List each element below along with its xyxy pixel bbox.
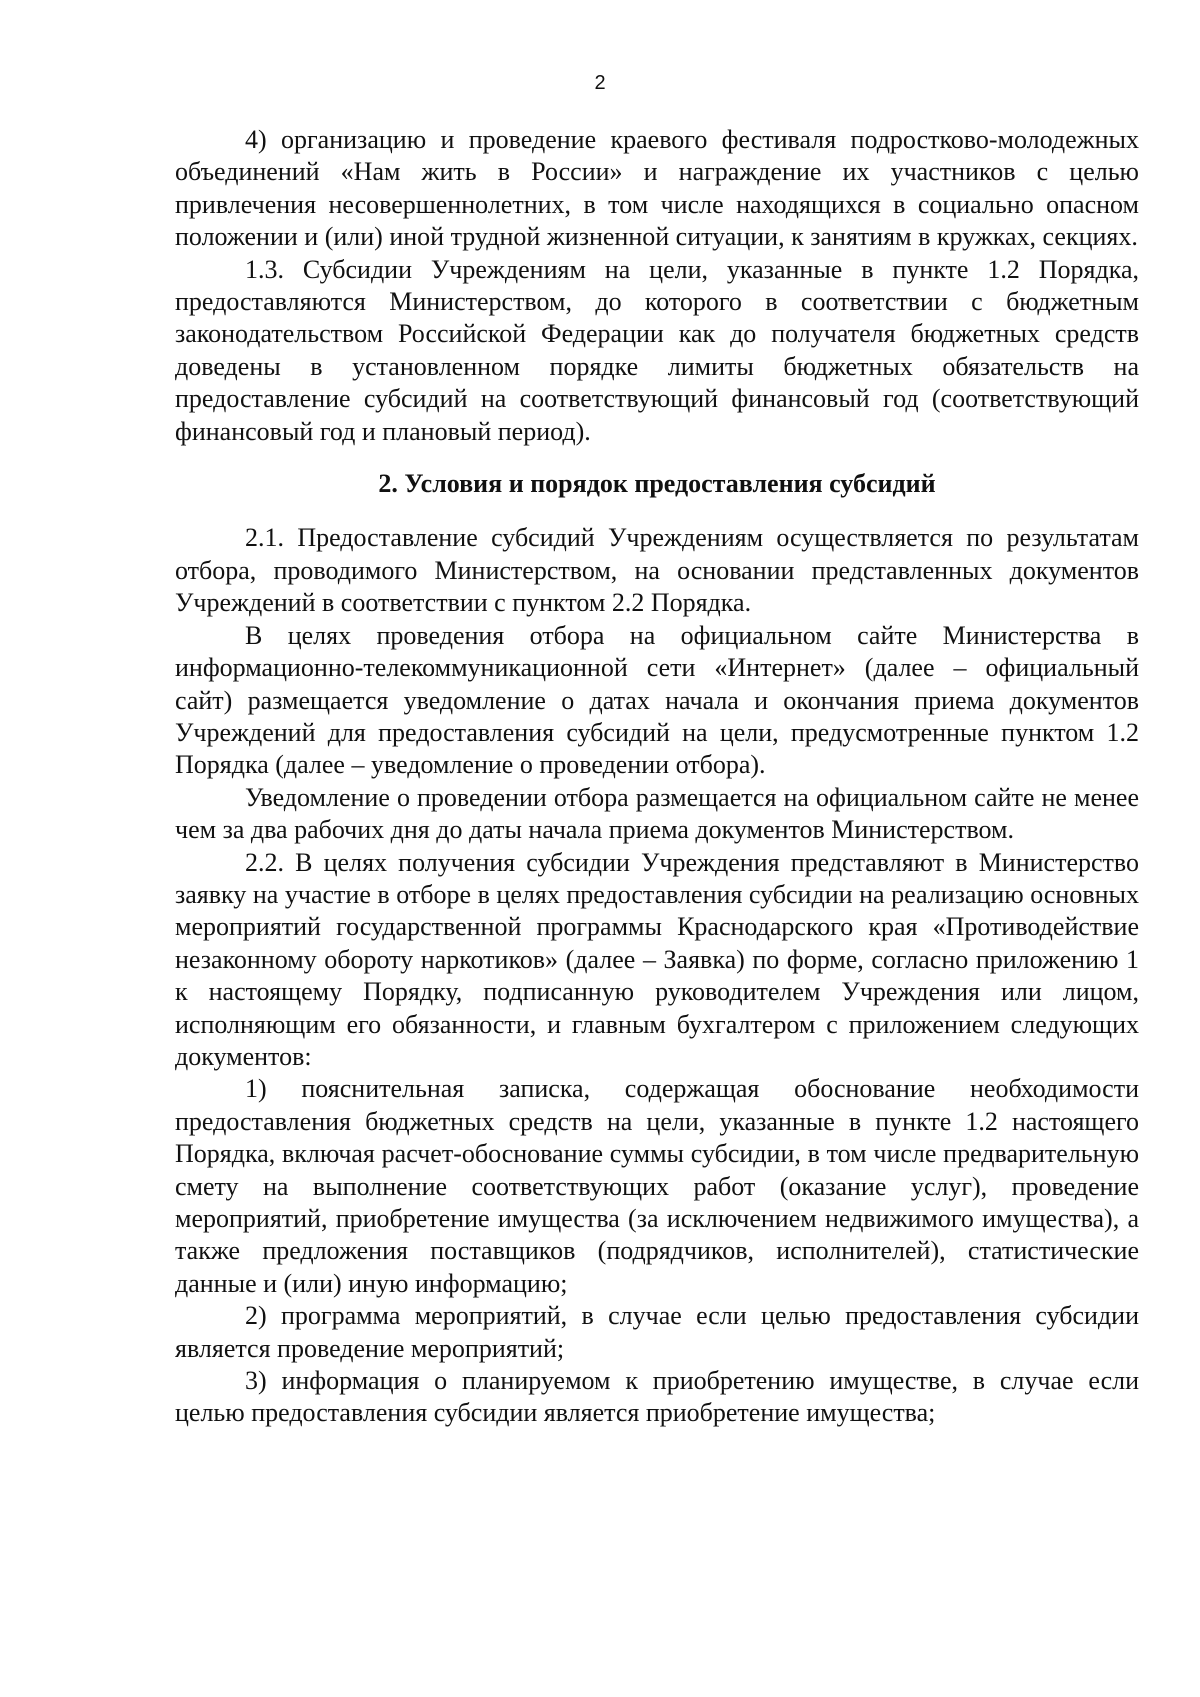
section-heading: 2. Условия и порядок предоставления субсидий	[378, 469, 936, 499]
paragraph-notice-timing: Уведомление о проведении отбора размещается на официальном сайте не менее чем за два рабочих дня до даты начала приема документов Министерством.	[175, 782, 1139, 845]
paragraph-1-3: 1.3. Субсидии Учреждениям на цели, указанные в пункте 1.2 Порядка, предоставляются Министерством, до которого в соответствии с бюджетным законодательством Российской Федерации как до получателя бюджетных средств доведены в установленном порядке лимиты бюджетных обязательств на предоставление субсидий на соответствующий финансовый год (соответствующий финансовый год и плановый период).	[175, 254, 1139, 446]
paragraph-item-4: 4) организацию и проведение краевого фестиваля подростково-молодежных объединений «Нам жить в России» и награждение их участников с целью привлечения несовершеннолетних, в том числе находящихся в социально опасном положении и (или) иной трудной жизненной ситуации, к занятиям в кружках, секциях.	[175, 125, 1139, 252]
paragraph-2-1: 2.1. Предоставление субсидий Учреждениям осуществляется по результатам отбора, проводимого Министерством, на основании представленных документов Учреждений в соответствии с пунктом 2.2 Порядка.	[175, 523, 1139, 618]
list-item-1: 1) пояснительная записка, содержащая обоснование необходимости предоставления бюджетных средств на цели, указанные в пункте 1.2 настоящего Порядка, включая расчет-обоснование суммы субсидии, в том числе предварительную смету на выполнение соответствующих работ (оказание услуг), проведение мероприятий, приобретение имущества (за исключением недвижимого имущества), а также предложения поставщиков (подрядчиков, исполнителей), статистические данные и (или) иную информацию;	[175, 1074, 1139, 1298]
list-item-2: 2) программа мероприятий, в случае если целью предоставления субсидии является проведение мероприятий;	[175, 1301, 1139, 1363]
document-body	[175, 124, 1139, 1430]
paragraph-selection-notice: В целях проведения отбора на официальном сайте Министерства в информационно-телекоммуникационной сети «Интернет» (далее – официальный сайт) размещается уведомление о датах начала и окончания приема документов Учреждений для предоставления субсидий на цели, предусмотренные пунктом 1.2 Порядка (далее – уведомление о проведении отбора).	[175, 620, 1139, 780]
page-number: 2	[594, 72, 606, 94]
paragraph-2-2: 2.2. В целях получения субсидии Учреждения представляют в Министерство заявку на участие в отборе в целях предоставления субсидии на реализацию основных мероприятий государственной программы Краснодарского края «Противодействие незаконному обороту наркотиков» (далее – Заявка) по форме, согласно приложению 1 к настоящему Порядку, подписанную руководителем Учреждения или лицом, исполняющим его обязанности, и главным бухгалтером с приложением следующих документов:	[175, 847, 1139, 1071]
list-item-3: 3) информация о планируемом к приобретению имуществе, в случае если целью предоставления субсидии является приобретение имущества;	[175, 1366, 1139, 1428]
